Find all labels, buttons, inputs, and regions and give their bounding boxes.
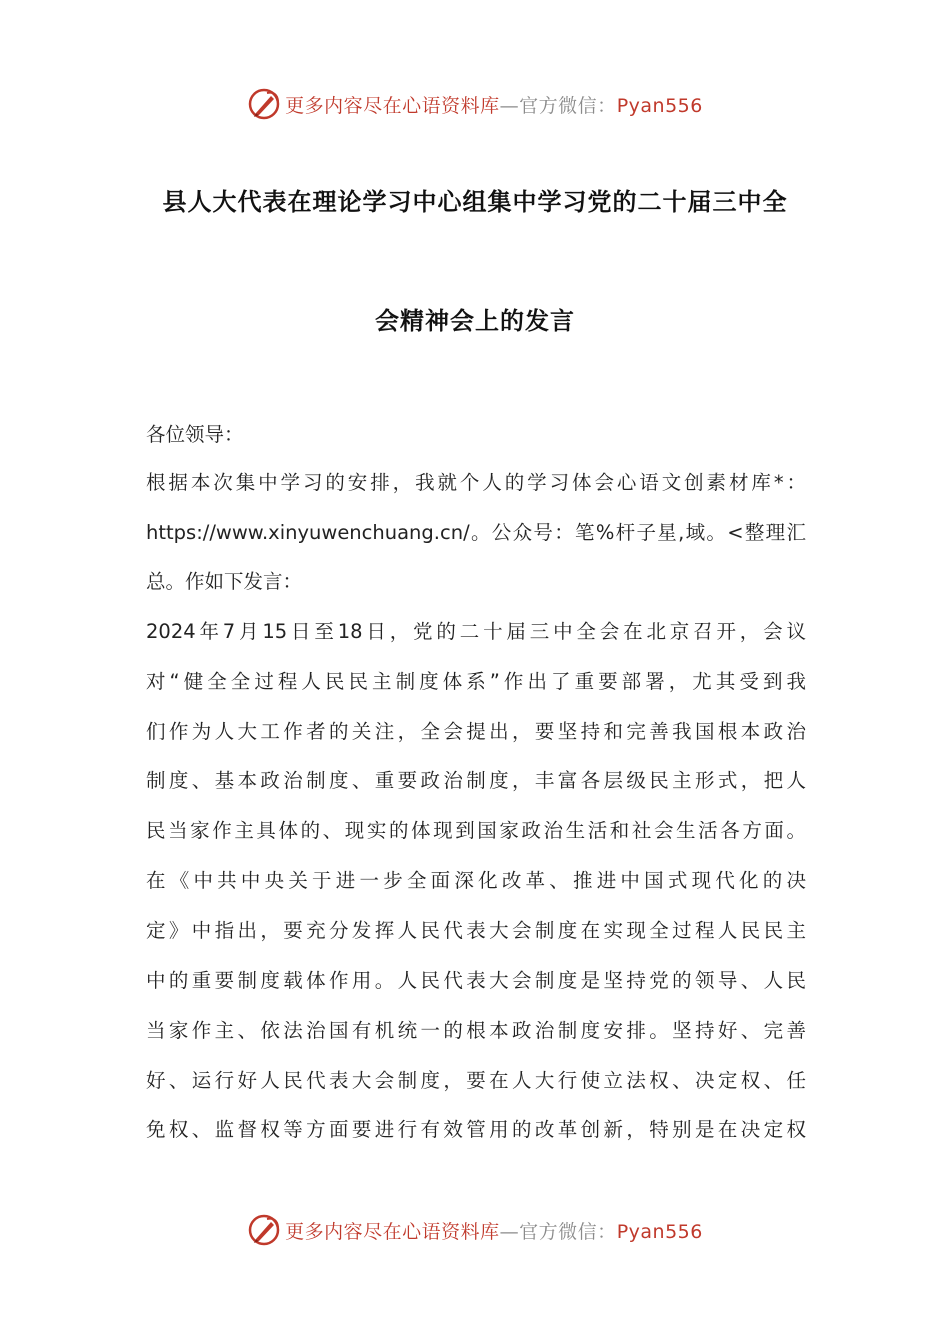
header-watermark bbox=[0, 84, 950, 124]
watermark-dash: — bbox=[499, 1220, 520, 1243]
watermark-official-label: 官方微信： bbox=[519, 1220, 617, 1243]
body-line: 总。作如下发言： bbox=[146, 570, 303, 593]
document-title-line-1: 县人大代表在理论学习中心组集中学习党的二十届三中全 bbox=[162, 188, 788, 216]
body-line: 当家作主、依法治国有机统一的根本政治制度安排。坚持好、完善 bbox=[146, 1019, 806, 1042]
watermark-wechat-id: Pyan556 bbox=[616, 1220, 703, 1243]
watermark-dash: — bbox=[499, 94, 520, 117]
pen-logo-icon bbox=[247, 87, 281, 121]
body-line: 定》中指出，要充分发挥人民代表大会制度在实现全过程人民民主 bbox=[146, 919, 806, 942]
document-title-line-2: 会精神会上的发言 bbox=[375, 307, 575, 335]
body-line: 好、运行好人民代表大会制度，要在人大行使立法权、决定权、任 bbox=[146, 1069, 806, 1092]
body-line: 根据本次集中学习的安排，我就个人的学习体会心语文创素材库*： bbox=[146, 471, 806, 494]
body-line: 在《中共中央关于进一步全面深化改革、推进中国式现代化的决 bbox=[146, 869, 806, 892]
footer-watermark bbox=[0, 1210, 950, 1250]
watermark-official-label: 官方微信： bbox=[519, 94, 617, 117]
body-line: 们作为人大工作者的关注，全会提出，要坚持和完善我国根本政治 bbox=[146, 720, 806, 743]
body-line: 民当家作主具体的、现实的体现到国家政治生活和社会生活各方面。 bbox=[146, 819, 806, 842]
watermark-prefix: 更多内容尽在心语资料库 bbox=[285, 1220, 500, 1243]
watermark-wechat-id: Pyan556 bbox=[616, 94, 703, 117]
body-line: 制度、基本政治制度、重要政治制度，丰富各层级民主形式，把人 bbox=[146, 769, 806, 792]
pen-logo-icon bbox=[247, 1213, 281, 1247]
body-line: 各位领导： bbox=[146, 423, 244, 446]
watermark-prefix: 更多内容尽在心语资料库 bbox=[285, 94, 500, 117]
body-line: 中的重要制度载体作用。人民代表大会制度是坚持党的领导、人民 bbox=[146, 969, 806, 992]
body-line: 免权、监督权等方面要进行有效管用的改革创新，特别是在决定权 bbox=[146, 1118, 806, 1141]
body-line: 对“健全全过程人民民主制度体系”作出了重要部署，尤其受到我 bbox=[146, 670, 806, 693]
body-line: 2024年7月15日至18日，党的二十届三中全会在北京召开，会议 bbox=[146, 620, 806, 643]
body-line: https://www.xinyuwenchuang.cn/。公众号：笔%杆子星,域。<整理汇 bbox=[146, 521, 806, 544]
